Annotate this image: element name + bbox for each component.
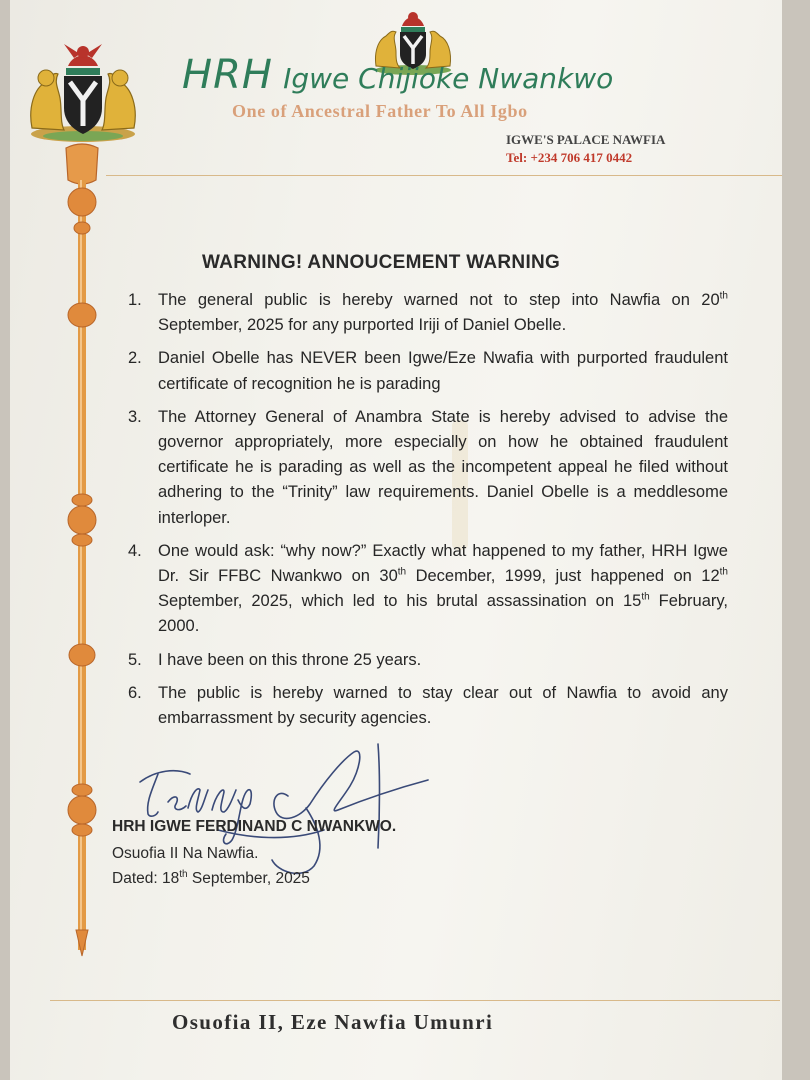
palace-address: IGWE'S PALACE NAWFIA [506, 132, 666, 147]
item-number: 5. [128, 650, 142, 669]
warning-item [128, 346, 728, 396]
date-suffix: September, 2025 [187, 870, 310, 888]
warning-item [128, 648, 728, 673]
date-prefix: Dated: 18 [112, 870, 180, 888]
footer-divider [50, 1000, 780, 1001]
ordinal-suffix: th [397, 566, 407, 578]
signer-title: Osuofia II Na Nawfia. [112, 845, 259, 862]
item-text-segment: The general public is hereby warned not to step into Nawfia on 20 [158, 291, 720, 309]
item-text [158, 405, 728, 531]
ceremonial-staff-icon [52, 140, 112, 960]
item-text [158, 539, 728, 640]
ordinal-suffix: th [719, 290, 728, 302]
coat-of-arms-icon [24, 38, 142, 146]
item-text-segment: February, 2000. [158, 592, 728, 636]
item-text-segment: The public is hereby warned to stay clear out of Nawfia to avoid any embarrassment by security agencies. [158, 683, 728, 728]
date-sup: th [179, 869, 188, 880]
item-text-segment: The Attorney General of Anambra State is hereby advised to advise the governor appropriately, more especially on how he obtained fraudulent certificate he is parading as well as the incompetent appeal he filed without adhering to the “Trinity” law requirements. Daniel Obelle is a meddlesome interloper. [158, 407, 728, 527]
item-text-segment: I have been on this throne 25 years. [158, 650, 422, 669]
item-number: 6. [128, 683, 142, 702]
letterhead-title [182, 52, 613, 98]
item-text [158, 648, 728, 673]
letterhead-subtitle: One of Ancestral Father To All Igbo [232, 101, 528, 121]
date-line [112, 869, 310, 888]
title-prefix: HRH [182, 52, 273, 98]
header-divider [106, 175, 782, 176]
item-number: 3. [128, 407, 142, 426]
letter-page [10, 0, 782, 1080]
warning-item [128, 288, 728, 338]
item-text [158, 288, 728, 338]
announcement-heading: WARNING! ANNOUCEMENT WARNING [202, 252, 561, 273]
item-text-segment: September, 2025, which led to his brutal assassination on 15 [158, 592, 642, 611]
item-text [158, 346, 728, 396]
telephone-number: Tel: +234 706 417 0442 [506, 150, 633, 165]
item-text [158, 681, 728, 731]
warning-list [128, 288, 728, 739]
footer-text: Osuofia II, Eze Nawfia Umunri [172, 1010, 494, 1034]
item-text-segment: Daniel Obelle has NEVER been Igwe/Eze Nwafia with purported fraudulent certificate of recognition he is parading [158, 349, 728, 393]
item-number: 1. [128, 291, 142, 309]
ordinal-suffix: th [719, 566, 728, 578]
ordinal-suffix: th [641, 591, 650, 603]
item-number: 2. [128, 349, 142, 368]
item-text-segment: September, 2025 for any purported Iriji of Daniel Obelle. [158, 316, 567, 335]
warning-item [128, 539, 728, 640]
signer-name: HRH IGWE FERDINAND C NWANKWO. [112, 818, 397, 835]
item-number: 4. [128, 541, 142, 560]
item-text-segment: One would ask: “why now?” Exactly what happened to my father, HRH Igwe Dr. Sir FFBC Nwankwo on 30 [158, 541, 728, 586]
title-name: Igwe Chijioke Nwankwo [283, 62, 614, 95]
item-text-segment: December, 1999, just happened on 12 [406, 567, 720, 586]
warning-item [128, 681, 728, 731]
warning-item [128, 405, 728, 531]
